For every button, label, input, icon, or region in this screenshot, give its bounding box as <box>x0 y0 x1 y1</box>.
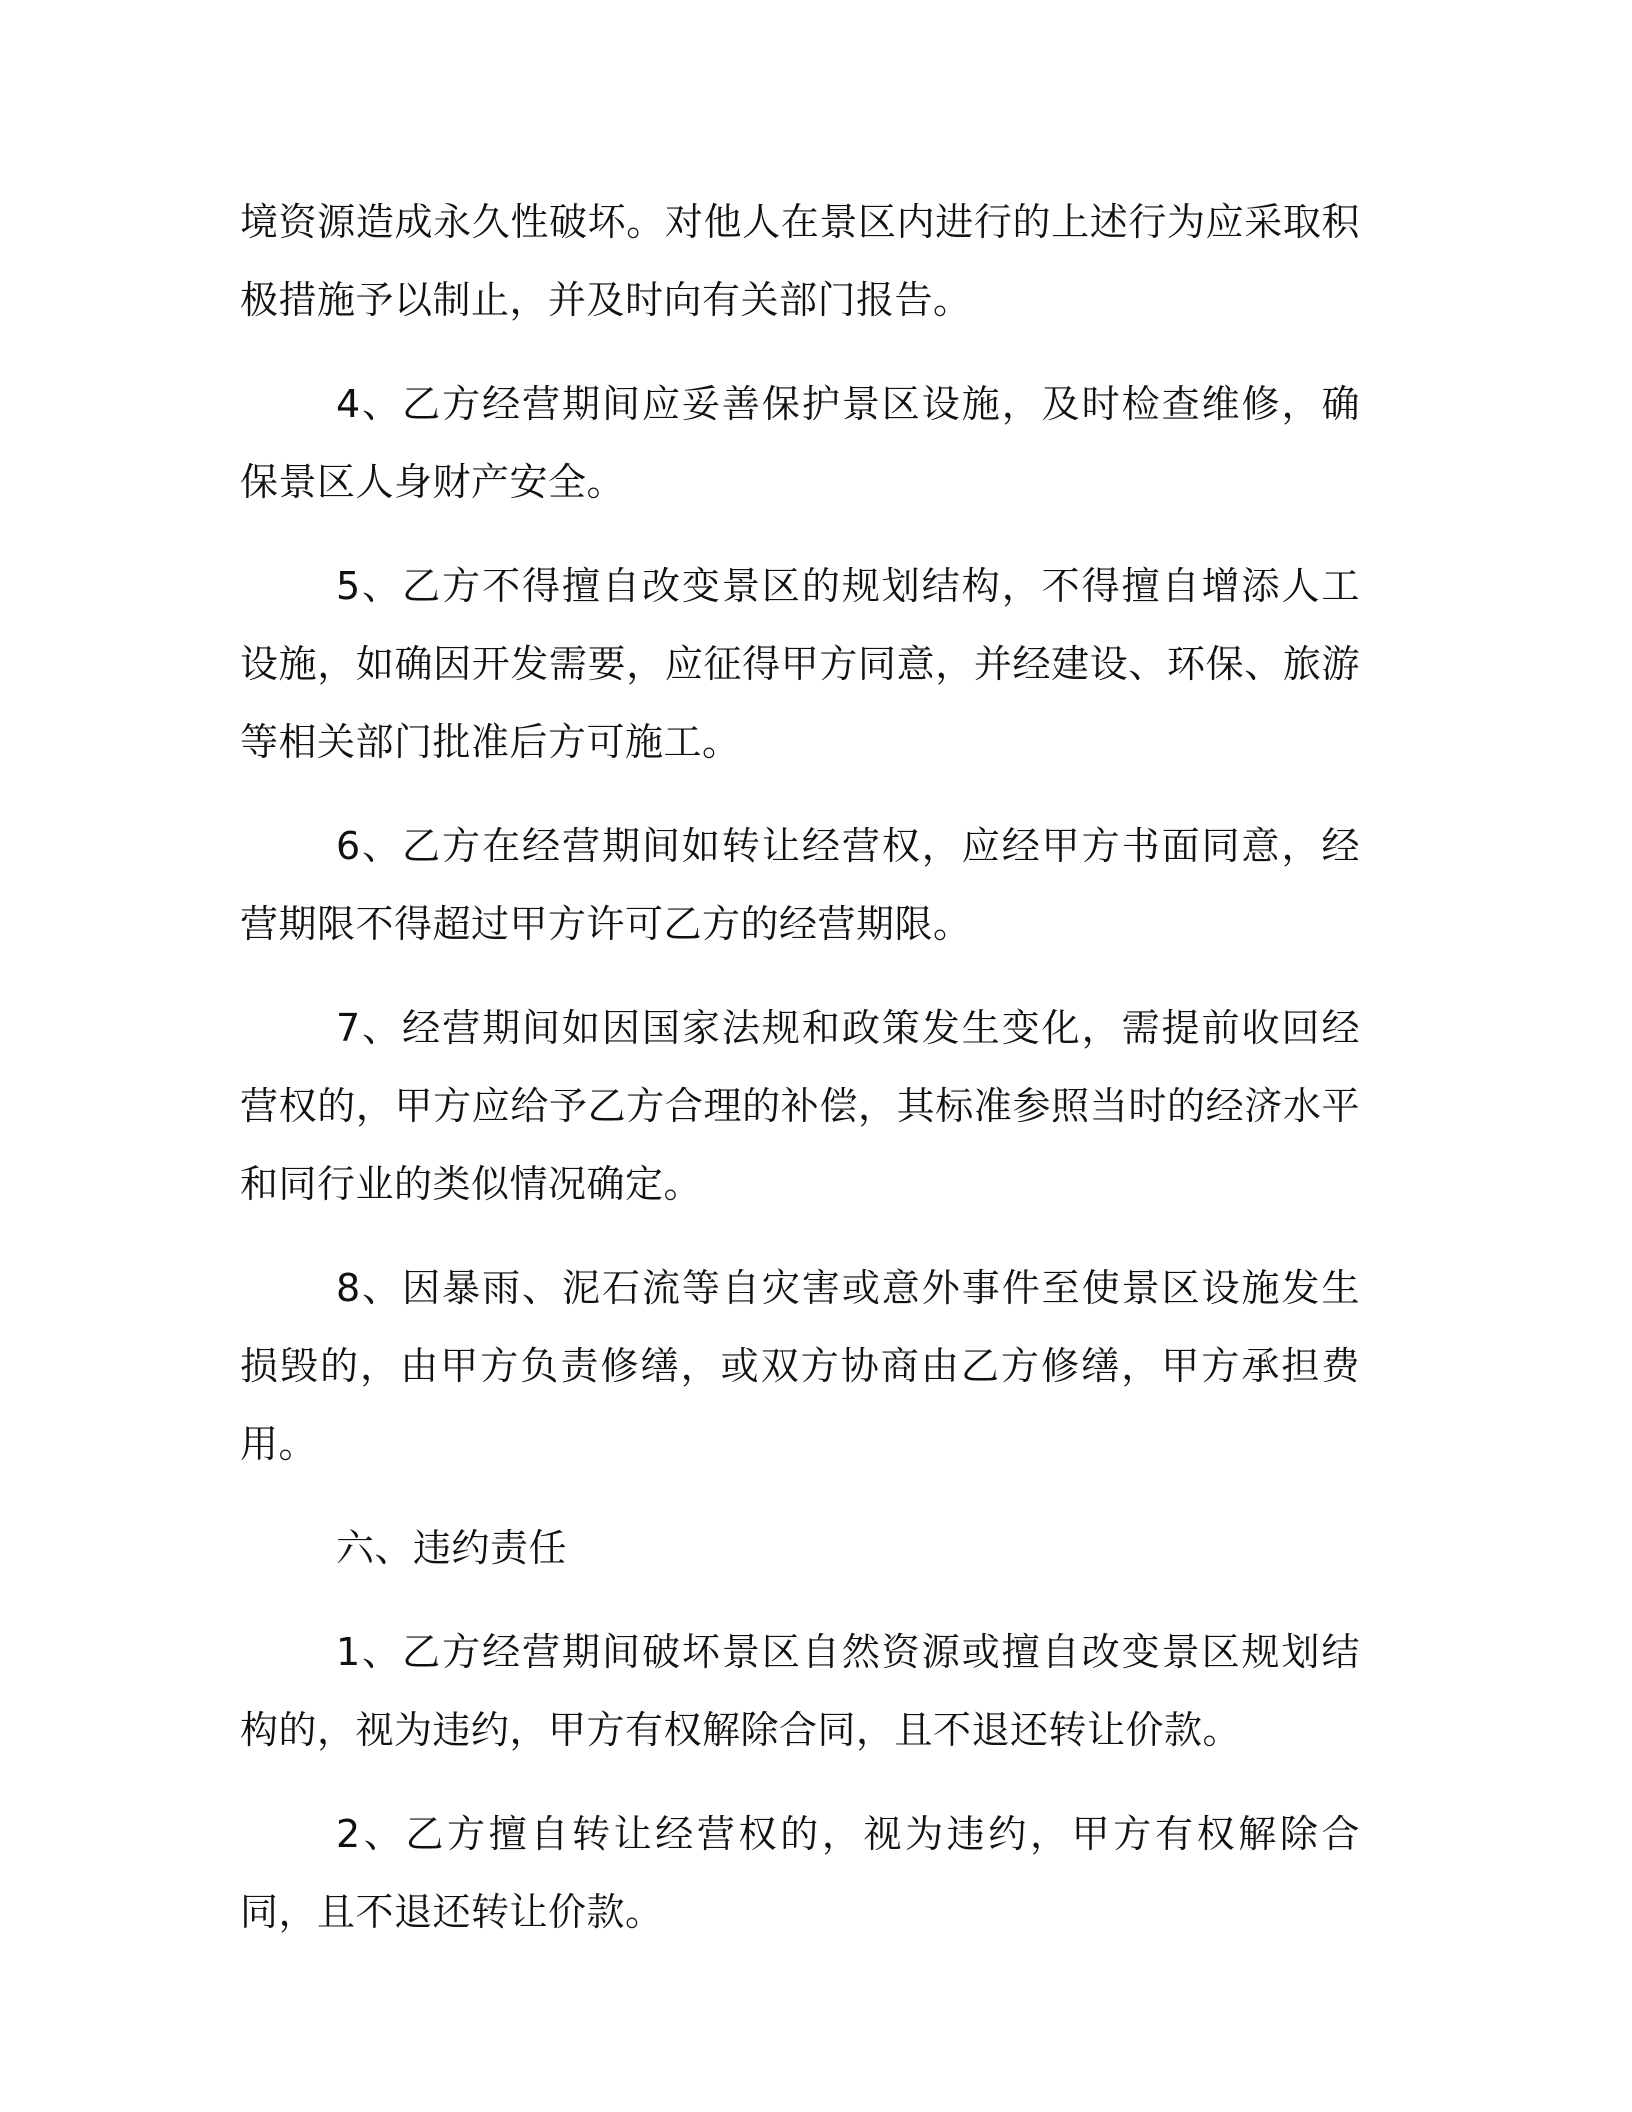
paragraph-clause-4: 4、乙方经营期间应妥善保护景区设施，及时检查维修，确保景区人身财产安全。 <box>240 382 1360 504</box>
paragraph-breach-1: 1、乙方经营期间破坏景区自然资源或擅自改变景区规划结构的，视为违约，甲方有权解除合同，且不退还转让价款。 <box>240 1630 1360 1752</box>
paragraph-breach-2: 2、乙方擅自转让经营权的，视为违约，甲方有权解除合同，且不退还转让价款。 <box>240 1812 1360 1934</box>
paragraph-clause-7: 7、经营期间如因国家法规和政策发生变化，需提前收回经营权的，甲方应给予乙方合理的补偿，其标准参照当时的经济水平和同行业的类似情况确定。 <box>240 1006 1360 1206</box>
document-body <box>240 183 1360 1977</box>
section-heading-breach: 六、违约责任 <box>336 1526 568 1570</box>
paragraph-continuation: 境资源造成永久性破坏。对他人在景区内进行的上述行为应采取积极措施予以制止，并及时向有关部门报告。 <box>240 200 1360 322</box>
paragraph-clause-6: 6、乙方在经营期间如转让经营权，应经甲方书面同意，经营期限不得超过甲方许可乙方的经营期限。 <box>240 824 1360 946</box>
paragraph-clause-8: 8、因暴雨、泥石流等自灾害或意外事件至使景区设施发生损毁的，由甲方负责修缮，或双方协商由乙方修缮，甲方承担费用。 <box>240 1266 1360 1466</box>
paragraph-clause-5: 5、乙方不得擅自改变景区的规划结构，不得擅自增添人工设施，如确因开发需要，应征得甲方同意，并经建设、环保、旅游等相关部门批准后方可施工。 <box>240 564 1360 764</box>
